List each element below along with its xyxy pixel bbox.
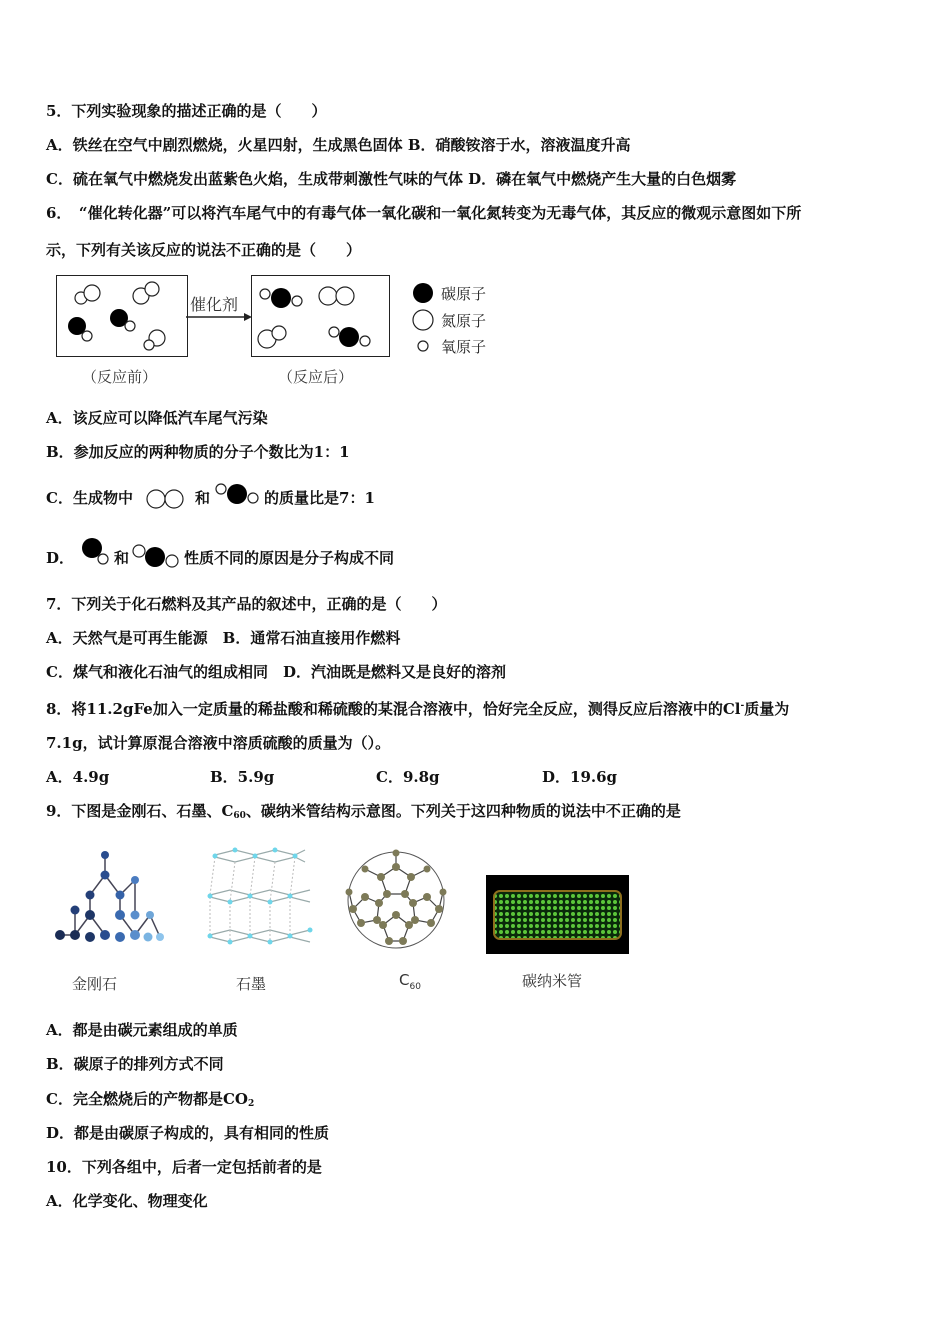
label-graphite: 石墨 — [236, 975, 267, 993]
co2-molecule-icon-d — [131, 543, 181, 571]
catalyst-label: 催化剂 — [190, 295, 239, 314]
q10-option-a: A．化学变化、物理变化 — [46, 1192, 208, 1210]
legend-icons — [411, 282, 435, 372]
q9-option-b: B．碳原子的排列方式不同 — [46, 1055, 224, 1073]
q8-superscript: - — [740, 701, 745, 711]
q5-options-cd: C．硫在氧气中燃烧发出蓝紫色火焰，生成带刺激性气味的气体 D．磷在氧气中燃烧产生大量的白色烟雾 — [46, 170, 737, 188]
before-caption: （反应前） — [82, 368, 158, 386]
label-diamond: 金刚石 — [72, 975, 118, 993]
label-c60-sub: 60 — [409, 982, 421, 992]
q6-option-c-and: 和 — [195, 489, 211, 507]
label-c60-text: C — [399, 971, 410, 989]
q8-stem-end: 质量为 — [744, 700, 790, 718]
after-molecules — [252, 276, 389, 356]
q9-option-a: A．都是由碳元素组成的单质 — [46, 1021, 238, 1039]
q5-stem: 5．下列实验现象的描述正确的是（ ） — [46, 102, 327, 120]
q9-stem-sub: 60 — [233, 811, 246, 821]
q6-option-a: A．该反应可以降低汽车尾气污染 — [46, 409, 268, 427]
q6-option-c-suffix: 的质量比是7：1 — [264, 489, 375, 507]
q7-stem: 7．下列关于化石燃料及其产品的叙述中，正确的是（ ） — [46, 595, 447, 613]
q8-stem-line2: 7.1g，试计算原混合溶液中溶质硫酸的质量为（）。 — [46, 734, 391, 752]
q6-option-b: B．参加反应的两种物质的分子个数比为1：1 — [46, 443, 350, 461]
diamond-structure-image — [50, 845, 170, 955]
before-box — [56, 275, 188, 357]
q9-option-c — [46, 1089, 254, 1114]
q6-option-c-prefix: C．生成物中 — [46, 489, 133, 507]
q9-stem-pre: 9．下图是金刚石、石墨、C — [46, 802, 234, 820]
q9-option-d: D．都是由碳原子构成的，具有相同的性质 — [46, 1124, 330, 1142]
co-molecule-icon — [80, 536, 110, 566]
co2-molecule-icon — [213, 481, 261, 509]
q6-option-d-prefix: D． — [46, 549, 75, 567]
q6-option-d-suffix: 性质不同的原因是分子构成不同 — [184, 549, 395, 567]
q6-option-d-and: 和 — [114, 549, 130, 567]
nanotube-structure-image — [486, 875, 629, 954]
q7-options-cd: C．煤气和液化石油气的组成相同 D．汽油既是燃料又是良好的溶剂 — [46, 663, 506, 681]
q7-options-ab: A．天然气是可再生能源 B．通常石油直接用作燃料 — [46, 629, 401, 647]
c60-structure-image — [343, 847, 453, 957]
graphite-structure-image — [205, 845, 315, 950]
reaction-arrow — [186, 313, 252, 323]
n2-molecule-icon — [145, 487, 187, 509]
q8-option-b: B．5.9g — [210, 768, 275, 786]
q6-stem-line2: 示，下列有关该反应的说法不正确的是（ ） — [46, 241, 362, 259]
q8-stem-line1 — [46, 696, 789, 719]
legend-nitrogen: 氮原子 — [441, 312, 487, 330]
label-nanotube: 碳纳米管 — [522, 972, 583, 990]
after-caption: （反应后） — [278, 368, 354, 386]
q8-stem-text: 8．将11.2gFe加入一定质量的稀盐酸和稀硫酸的某混合溶液中，恰好完全反应，测得反应后溶液中的Cl — [46, 700, 741, 718]
after-box — [251, 275, 390, 357]
q6-stem-line1: 6． “催化转化器”可以将汽车尾气中的有毒气体一氧化碳和一氧化氮转变为无毒气体，其反应的微观示意图如下所 — [46, 204, 802, 222]
q8-option-d: D．19.6g — [542, 768, 618, 786]
q9-option-c-sub: 2 — [247, 1099, 255, 1109]
legend-oxygen: 氧原子 — [441, 338, 487, 356]
q5-options-ab: A．铁丝在空气中剧烈燃烧，火星四射，生成黑色固体 B．硝酸铵溶于水，溶液温度升高 — [46, 136, 631, 154]
q9-option-c-text: C．完全燃烧后的产物都是CO — [46, 1090, 248, 1108]
legend-carbon: 碳原子 — [441, 285, 487, 303]
before-molecules — [57, 276, 187, 356]
q8-option-c: C．9.8g — [376, 768, 440, 786]
q8-option-a: A．4.9g — [46, 768, 110, 786]
q9-stem-post: 、碳纳米管结构示意图。下列关于这四种物质的说法中不正确的是 — [245, 802, 681, 820]
q9-stem — [46, 801, 681, 826]
label-c60 — [399, 971, 421, 992]
q10-stem: 10．下列各组中，后者一定包括前者的是 — [46, 1158, 322, 1176]
